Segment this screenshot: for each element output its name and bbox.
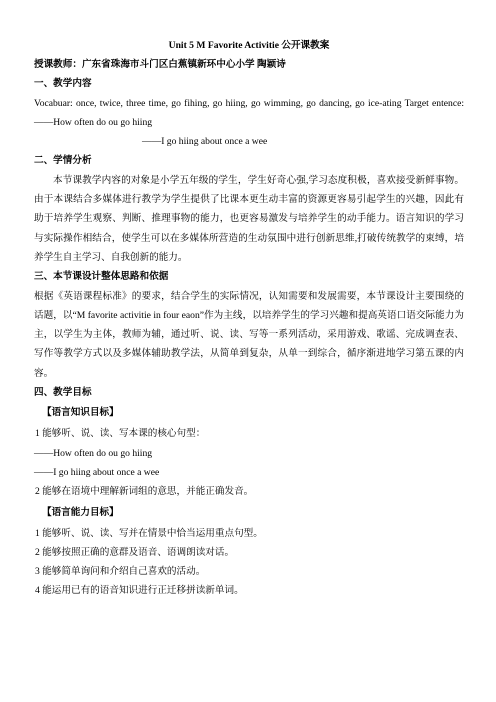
- core-answer: ——I go hiing about once a wee: [34, 466, 160, 478]
- ability-item-4: 4 能运用已有的语音知识进行正迁移拼读新单词。: [35, 585, 244, 597]
- design-paragraph: 根据《英语课程标准》的要求，结合学生的实际情况，认知需要和发展需要，本节课设计主要围绕的话题，以“M favorite activitie in four eaon”作为主线，以培养学生的学习兴趣和提高英语口语交际能力为主，以学生为主体，教师为辅，通过听、说、读、写等一系列活动，采用游戏、歌谣、完成调查表、写作等教学方式以及多媒体辅助教学法，从简单到复杂，从单一到综合，循序渐进地学习第五课的内容。: [34, 290, 464, 379]
- section-heading-content: 一、教学内容: [34, 78, 92, 90]
- ability-item-1: 1 能够听、说、读、写并在情景中恰当运用重点句型。: [35, 527, 263, 539]
- teacher-line: 授课教师：广东省珠海市斗门区白蕉镇新环中心小学 陶颖诗: [34, 59, 286, 70]
- analysis-paragraph: 本节课教学内容的对象是小学五年级的学生，学生好奇心强,学习态度积极，喜欢接受新鲜事物。由于本课结合多媒体进行教学为学生提供了比课本更生动丰富的资源更容易引起学生的兴趣，因此有助于培养学生观察、判断、推理事物的能力，也更容易激发与培养学生的动手能力。语言知识的学习与实际操作相结合，使学生可以在多媒体所营造的生动氛围中进行创新思维,打破传统教学的束缚，培养学生自主学习、自我创新的能力。: [34, 174, 464, 263]
- target-sentence-answer: ——I go hiing about once a wee: [142, 136, 268, 148]
- ability-item-3: 3 能够简单询问和介绍自己喜欢的活动。: [35, 566, 206, 578]
- knowledge-objectives-heading: 【语言知识目标】: [42, 407, 119, 419]
- vocabulary-paragraph: Vocabuar: once, twice, three time, go fihing, go hiing, go wimming, go dancing, go ice-ating Target entence: ——How often do ou go hiing: [34, 97, 464, 128]
- section-heading-design: 三、本节课设计整体思路和依据: [34, 271, 169, 283]
- ability-item-2: 2 能够按照正确的意群及语音、语调朗读对话。: [35, 546, 235, 558]
- section-heading-objectives: 四、教学目标: [34, 387, 92, 399]
- core-question: ——How often do ou go hiing: [34, 447, 153, 459]
- section-heading-analysis: 二、学情分析: [34, 155, 92, 167]
- knowledge-item-1: 1 能够听、说、读、写本课的核心句型：: [35, 428, 206, 440]
- document-title: Unit 5 M Favorite Activitie 公开课教案: [168, 40, 330, 51]
- document-page: [34, 36, 464, 601]
- knowledge-item-2: 2 能够在语境中理解新词组的意思，并能正确发音。: [35, 486, 254, 498]
- ability-objectives-heading: 【语言能力目标】: [42, 506, 119, 518]
